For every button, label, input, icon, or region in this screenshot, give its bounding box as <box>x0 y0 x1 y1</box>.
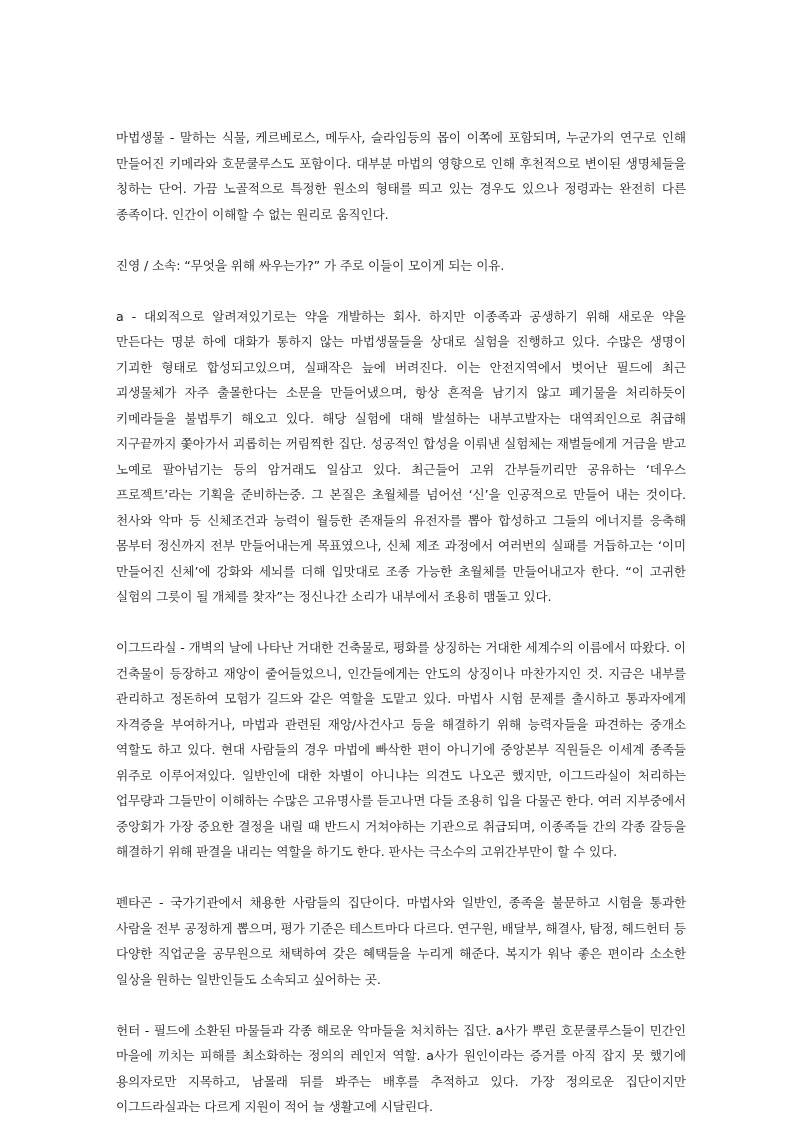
paragraph-magical-creatures: 마법생물 - 말하는 식물, 케르베로스, 메두사, 슬라임등의 몹이 이쪽에 포함되며, 누군가의 연구로 인해 만들어진 키메라와 호문쿨루스도 포함이다. 대부분 마법의 영향으로 인해 후천적으로 변이된 생명체들을 칭하는 단어. 가끔 노골적으로 특정한 원소의 형태를 띄고 있는 경우도 있으나 정령과는 완전히 다른 종족이다. 인간이 이해할 수 없는 원리로 움직인다. <box>116 130 686 222</box>
paragraph-yggdrasil: 이그드라실 - 개벽의 날에 나타난 거대한 건축물로, 평화를 상징하는 거대한 세계수의 이름에서 따왔다. 이 건축물이 등장하고 재앙이 줄어들었으니, 인간들에게는 안도의 상징이나 마찬가지인 것. 지금은 내부를 관리하고 정돈하여 모험가 길드와 같은 역할을 도맡고 있다. 마법사 시험 문제를 출시하고 통과자에게 자격증을 부여하거나, 마법과 관련된 재앙/사건사고 등을 해결하기 위해 능력자들을 파견하는 중개소 역할도 하고 있다. 현대 사람들의 경우 마법에 빠삭한 편이 아니기에 중앙본부 직원들은 이세계 종족들 위주로 이루어져있다. 일반인에 대한 차별이 아니냐는 의견도 나오곤 했지만, 이그드라실이 처리하는 업무량과 그들만이 이해하는 수많은 고유명사를 듣고나면 다들 조용히 입을 다물곤 한다. 여러 지부중에서 중앙회가 가장 중요한 결정을 내릴 때 반드시 거쳐야하는 기관으로 취급되며, 이종족들 간의 각종 갈등을 해결하기 위해 판결을 내리는 역할을 하기도 한다. 판사는 극소수의 고위간부만이 할 수 있다. <box>116 640 686 859</box>
paragraph-factions-intro: 진영 / 소속: “무엇을 위해 싸우는가?” 가 주로 이들이 모이게 되는 이유. <box>116 257 505 273</box>
paragraph-hunter: 헌터 - 필드에 소환된 마물들과 각종 해로운 악마들을 처치하는 집단. a사가 뿌린 호문쿨루스들이 민간인 마을에 끼치는 피해를 최소화하는 정의의 레인저 역할. a사가 원인이라는 증거를 아직 잡지 못 했기에 용의자로만 지목하고, 남몰래 뒤를 봐주는 배후를 추적하고 있다. 가장 정의로운 집단이지만 이그드라실과는 다르게 지원이 적어 늘 생활고에 시달린다. <box>116 1022 686 1114</box>
paragraph-pentagon: 펜타곤 - 국가기관에서 채용한 사람들의 집단이다. 마법사와 일반인, 종족을 불문하고 시험을 통과한 사람을 전부 공정하게 뽑으며, 평가 기준은 테스트마다 다르다. 연구원, 배달부, 해결사, 탐정, 헤드헌터 등 다양한 직업군을 공무원으로 채택하여 갖은 혜택들을 누리게 해준다. 복지가 워낙 좋은 편이라 소소한 일상을 원하는 일반인들도 소속되고 싶어하는 곳. <box>116 895 686 987</box>
paragraph-company-a: a - 대외적으로 알려져있기로는 약을 개발하는 회사. 하지만 이종족과 공생하기 위해 새로운 약을 만든다는 명분 하에 대화가 통하지 않는 마법생물들을 상대로 실험을 진행하고 있다. 수많은 생명이 기괴한 형태로 합성되고있으며, 실패작은 늪에 버려진다. 이는 안전지역에서 벗어난 필드에 최근 괴생물체가 자주 출몰한다는 소문을 만들어냈으며, 항상 흔적을 남기지 않고 폐기물을 처리하듯이 키메라들을 불법투기 해오고 있다. 해당 실험에 대해 발설하는 내부고발자는 대역죄인으로 취급해 지구끝까지 쫓아가서 괴롭히는 꺼림찍한 집단. 성공적인 합성을 이뤄낸 실험체는 재벌들에게 거금을 받고 노예로 팔아넘기는 등의 암거래도 일삼고 있다. 최근들어 고위 간부들끼리만 공유하는 ‘데우스 프로젝트’라는 기획을 준비하는중. 그 본질은 초월체를 넘어선 ‘신’을 인공적으로 만들어 내는 것이다. 천사와 악마 등 신체조건과 능력이 월등한 존재들의 유전자를 뽑아 합성하고 그들의 에너지를 응축해 몸부터 정신까지 전부 만들어내는게 목표였으나, 신체 제조 과정에서 여러번의 실패를 거듭하고는 ‘이미 만들어진 신체’에 강화와 세뇌를 더해 입맛대로 조종 가능한 초월체를 만들어내고자 한다. “이 고귀한 실험의 그릇이 될 개체를 찾자”는 정신나간 소리가 내부에서 조용히 맴돌고 있다. <box>116 308 686 604</box>
document-body <box>116 125 686 1145</box>
